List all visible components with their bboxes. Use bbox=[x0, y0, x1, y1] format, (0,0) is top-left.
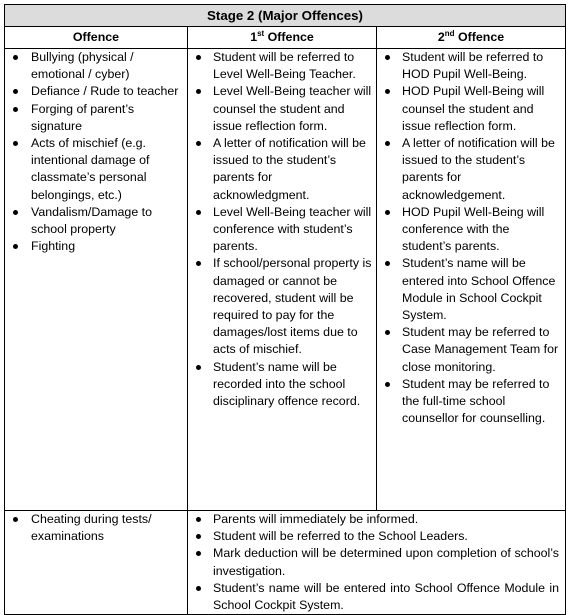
list-item: Fighting bbox=[5, 238, 187, 255]
list-item: Student’s name will be entered into School Offence Module in School Cockpit System. bbox=[188, 580, 565, 614]
list-item: If school/personal property is damaged or cannot be recovered, student will be required to pay for the damages/lost items due to acts of mischief. bbox=[188, 255, 376, 358]
list-item: Defiance / Rude to teacher bbox=[5, 83, 187, 100]
header-offence: Offence bbox=[5, 27, 188, 49]
list-item: HOD Pupil Well-Being will counsel the student and issue reflection form. bbox=[377, 83, 565, 135]
header-second-offence: 2nd Offence bbox=[377, 27, 566, 49]
list-item: A letter of notification will be issued to the student’s parents for acknowledgement. bbox=[377, 135, 565, 204]
list-item: Acts of mischief (e.g. intentional damage of classmate’s personal belongings, etc.) bbox=[5, 135, 187, 204]
list-item: Forging of parent’s signature bbox=[5, 101, 187, 135]
list-item: Student may be referred to the full-time school counsellor for counselling. bbox=[377, 376, 565, 428]
table-title: Stage 2 (Major Offences) bbox=[5, 5, 566, 27]
row1-first-offence-cell bbox=[188, 49, 377, 511]
row2-actions-cell bbox=[188, 511, 566, 615]
row1-second-offence-cell bbox=[377, 49, 566, 511]
row2-offences-cell bbox=[5, 511, 188, 615]
list-item: Student may be referred to Case Management Team for close monitoring. bbox=[377, 324, 565, 376]
row1-offences-cell bbox=[5, 49, 188, 511]
list-item: Level Well-Being teacher will counsel the student and issue reflection form. bbox=[188, 83, 376, 135]
list-item: Vandalism/Damage to school property bbox=[5, 204, 187, 238]
list-item: HOD Pupil Well-Being will conference with the student’s parents. bbox=[377, 204, 565, 256]
list-item: Student will be referred to Level Well-Being Teacher. bbox=[188, 49, 376, 83]
list-item: Student will be referred to HOD Pupil Well-Being. bbox=[377, 49, 565, 83]
header-first-offence: 1st Offence bbox=[188, 27, 377, 49]
list-item: Mark deduction will be determined upon completion of school’s investigation. bbox=[188, 545, 565, 579]
list-item: Student’s name will be recorded into the school disciplinary offence record. bbox=[188, 359, 376, 411]
list-item: Student will be referred to the School Leaders. bbox=[188, 528, 565, 545]
list-item: Bullying (physical / emotional / cyber) bbox=[5, 49, 187, 83]
list-item: Student’s name will be entered into School Offence Module in School Cockpit System. bbox=[377, 255, 565, 324]
list-item: Level Well-Being teacher will conference with student’s parents. bbox=[188, 204, 376, 256]
list-item: Parents will immediately be informed. bbox=[188, 511, 565, 528]
offences-table bbox=[4, 4, 566, 615]
list-item: A letter of notification will be issued to the student’s parents for acknowledgment. bbox=[188, 135, 376, 204]
list-item: Cheating during tests/ examinations bbox=[5, 511, 187, 545]
